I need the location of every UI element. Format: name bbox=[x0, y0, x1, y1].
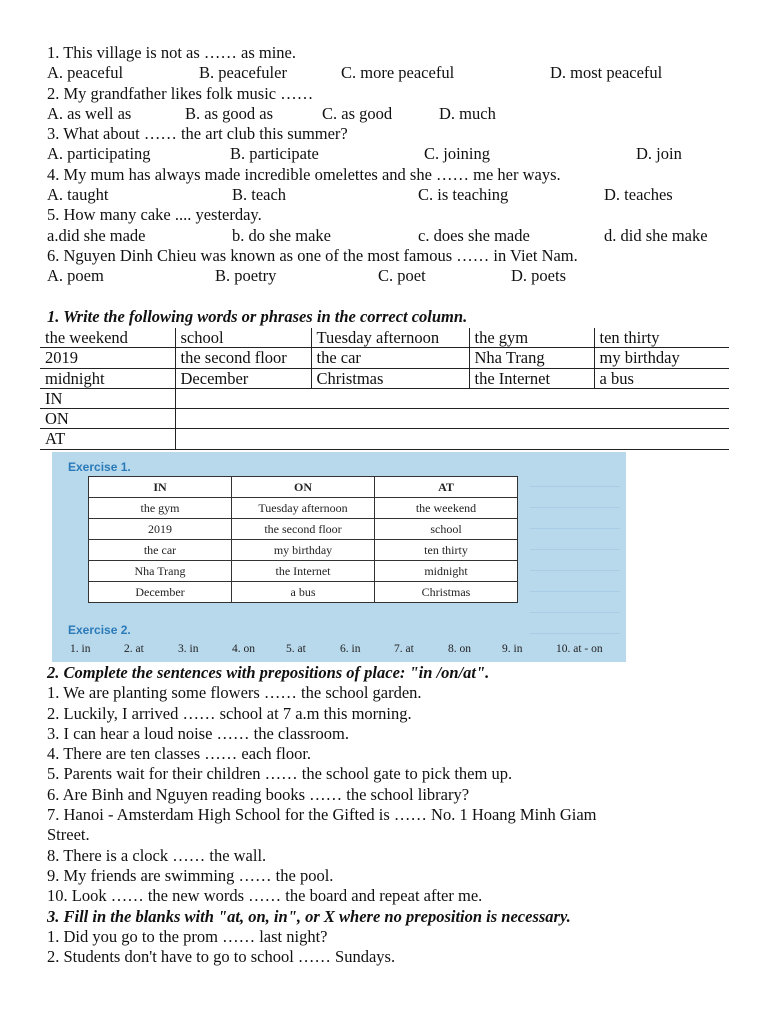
question-options bbox=[47, 104, 737, 124]
sentence: 9. My friends are swimming …… the pool. bbox=[47, 865, 334, 885]
option: B. participate bbox=[230, 144, 319, 164]
table-cell: the Internet bbox=[232, 561, 375, 582]
table-cell: my birthday bbox=[232, 540, 375, 561]
table-cell: Tuesday afternoon bbox=[232, 498, 375, 519]
table-cell: the Internet bbox=[469, 368, 594, 388]
option: d. did she make bbox=[604, 225, 708, 245]
option: D. join bbox=[636, 144, 682, 164]
answer-item: 8. on bbox=[448, 643, 471, 655]
question-text: 3. What about …… the art club this summer? bbox=[47, 124, 348, 144]
option: B. as good as bbox=[185, 103, 273, 123]
sentence: 7. Hanoi - Amsterdam High School for the Gifted is …… No. 1 Hoang Minh Giam bbox=[47, 805, 597, 825]
answer-cell[interactable] bbox=[175, 429, 729, 449]
question-text: 4. My mum has always made incredible omelettes and she …… me her ways. bbox=[47, 164, 561, 184]
question-text: 2. My grandfather likes folk music …… bbox=[47, 83, 314, 103]
table-cell: school bbox=[375, 519, 518, 540]
table-row bbox=[89, 519, 518, 540]
sentence: 3. I can hear a loud noise …… the classroom. bbox=[47, 723, 349, 743]
sentence: Street. bbox=[47, 825, 90, 845]
sentence: 10. Look …… the new words …… the board and repeat after me. bbox=[47, 886, 483, 906]
option: c. does she made bbox=[418, 225, 530, 245]
answer-item: 3. in bbox=[178, 643, 199, 655]
answer-item: 6. in bbox=[340, 643, 361, 655]
preposition-label: AT bbox=[40, 429, 175, 449]
option: B. teach bbox=[232, 185, 287, 205]
table-cell: 2019 bbox=[89, 519, 232, 540]
faded-background-lines bbox=[530, 466, 620, 626]
sentence: 1. Did you go to the prom …… last night? bbox=[47, 926, 328, 946]
question-options bbox=[47, 144, 737, 164]
answer-item: 10. at - on bbox=[556, 643, 603, 655]
answer-item: 7. at bbox=[394, 643, 414, 655]
sentence: 1. We are planting some flowers …… the school garden. bbox=[47, 683, 422, 703]
table-row-in bbox=[40, 388, 729, 408]
option: D. much bbox=[439, 103, 496, 123]
question-options bbox=[47, 266, 737, 286]
option: a.did she made bbox=[47, 225, 146, 245]
answer-item: 2. at bbox=[124, 643, 144, 655]
table-cell: the weekend bbox=[375, 498, 518, 519]
sentence: 4. There are ten classes …… each floor. bbox=[47, 744, 312, 764]
preposition-label: ON bbox=[40, 409, 175, 429]
option: A. peaceful bbox=[47, 63, 124, 83]
answer-cell[interactable] bbox=[175, 388, 729, 408]
column-header: IN bbox=[89, 477, 232, 498]
question-options bbox=[47, 226, 737, 246]
table-row-on bbox=[40, 409, 729, 429]
section-heading: 3. Fill in the blanks with "at, on, in", or X where no preposition is necessary. bbox=[47, 906, 571, 926]
option: C. more peaceful bbox=[341, 63, 455, 83]
question-options bbox=[47, 185, 737, 205]
answer-item: 5. at bbox=[286, 643, 306, 655]
table-row-at bbox=[40, 429, 729, 449]
option: A. poem bbox=[47, 266, 104, 286]
table-row bbox=[89, 561, 518, 582]
answer-key-image bbox=[52, 452, 626, 662]
option: D. poets bbox=[511, 266, 566, 286]
column-header: AT bbox=[375, 477, 518, 498]
option: D. most peaceful bbox=[550, 63, 663, 83]
table-cell: midnight bbox=[40, 368, 175, 388]
table-row bbox=[89, 498, 518, 519]
answer-cell[interactable] bbox=[175, 409, 729, 429]
prepositions-section bbox=[47, 663, 737, 967]
table-cell: midnight bbox=[375, 561, 518, 582]
table-cell: the second floor bbox=[232, 519, 375, 540]
column-header: ON bbox=[232, 477, 375, 498]
option: D. teaches bbox=[604, 185, 673, 205]
table-cell: a bus bbox=[232, 582, 375, 603]
answer-item: 9. in bbox=[502, 643, 523, 655]
section-heading: 1. Write the following words or phrases in the correct column. bbox=[47, 306, 468, 326]
table-header-row bbox=[89, 477, 518, 498]
option: A. taught bbox=[47, 185, 109, 205]
table-cell: December bbox=[89, 582, 232, 603]
table-cell: Tuesday afternoon bbox=[311, 328, 469, 348]
exercise-1-title: Exercise 1. bbox=[68, 460, 131, 474]
word-classification-table bbox=[40, 328, 729, 450]
table-cell: a bus bbox=[594, 368, 729, 388]
multiple-choice-section bbox=[47, 43, 737, 327]
table-cell: my birthday bbox=[594, 348, 729, 368]
table-cell: Christmas bbox=[375, 582, 518, 603]
question-text: 6. Nguyen Dinh Chieu was known as one of the most famous …… in Viet Nam. bbox=[47, 245, 578, 265]
question-text: 1. This village is not as …… as mine. bbox=[47, 43, 297, 62]
question-options bbox=[47, 63, 737, 83]
question-text: 5. How many cake .... yesterday. bbox=[47, 205, 262, 225]
table-cell: ten thirty bbox=[594, 328, 729, 348]
table-cell: 2019 bbox=[40, 348, 175, 368]
table-cell: the car bbox=[89, 540, 232, 561]
table-cell: the weekend bbox=[40, 328, 175, 348]
option: C. as good bbox=[322, 103, 393, 123]
option: b. do she make bbox=[232, 225, 331, 245]
table-row bbox=[89, 582, 518, 603]
table-cell: the gym bbox=[469, 328, 594, 348]
table-cell: the car bbox=[311, 348, 469, 368]
table-cell: the second floor bbox=[175, 348, 311, 368]
table-cell: ten thirty bbox=[375, 540, 518, 561]
table-row bbox=[40, 328, 729, 348]
answer-item: 1. in bbox=[70, 643, 91, 655]
sentence: 8. There is a clock …… the wall. bbox=[47, 845, 267, 865]
table-cell: December bbox=[175, 368, 311, 388]
table-cell: Nha Trang bbox=[89, 561, 232, 582]
preposition-label: IN bbox=[40, 388, 175, 408]
option: C. poet bbox=[378, 266, 426, 286]
answer-item: 4. on bbox=[232, 643, 255, 655]
exercise-2-title: Exercise 2. bbox=[68, 623, 131, 637]
sentence: 6. Are Binh and Nguyen reading books …… the school library? bbox=[47, 784, 470, 804]
table-row bbox=[40, 348, 729, 368]
option: B. peacefuler bbox=[199, 63, 287, 83]
table-cell: the gym bbox=[89, 498, 232, 519]
option: A. participating bbox=[47, 144, 151, 164]
table-row bbox=[40, 368, 729, 388]
table-cell: Christmas bbox=[311, 368, 469, 388]
option: C. joining bbox=[424, 144, 491, 164]
option: A. as well as bbox=[47, 103, 132, 123]
answer-key-table bbox=[88, 476, 518, 603]
sentence: 2. Students don't have to go to school …… Sundays. bbox=[47, 947, 396, 967]
sentence: 5. Parents wait for their children …… the school gate to pick them up. bbox=[47, 764, 513, 784]
table-cell: Nha Trang bbox=[469, 348, 594, 368]
sentence: 2. Luckily, I arrived …… school at 7 a.m this morning. bbox=[47, 703, 412, 723]
option: C. is teaching bbox=[418, 185, 509, 205]
option: B. poetry bbox=[215, 266, 277, 286]
table-row bbox=[89, 540, 518, 561]
section-heading: 2. Complete the sentences with prepositions of place: "in /on/at". bbox=[47, 663, 490, 682]
table-cell: school bbox=[175, 328, 311, 348]
